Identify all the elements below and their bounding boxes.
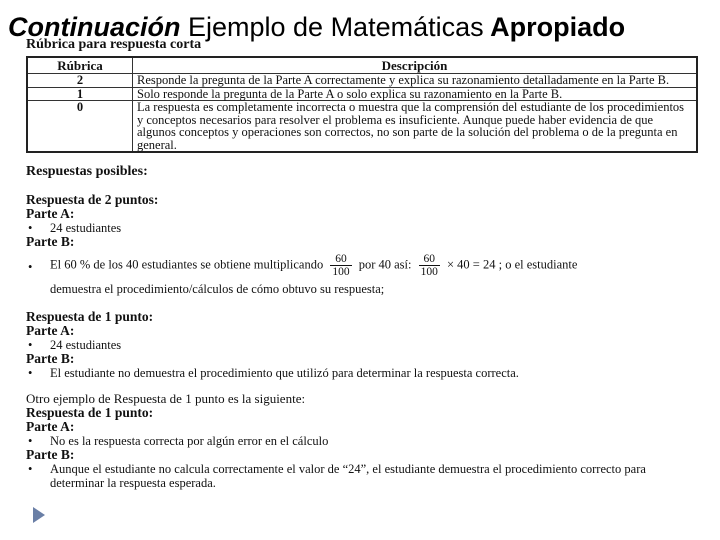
title-main: Ejemplo de Matemáticas xyxy=(180,12,484,42)
list-item-continuation: demuestra el procedimiento/cálculos de cómo obtuvo su respuesta; xyxy=(50,282,385,296)
bullet-icon: • xyxy=(28,462,33,476)
part-b-label: Parte B: xyxy=(26,234,75,249)
rubric-heading: Rúbrica para respuesta corta xyxy=(26,37,202,52)
list-item xyxy=(26,434,698,448)
part-b-label: Parte B: xyxy=(26,447,75,462)
bullet-icon: • xyxy=(28,338,33,352)
answer-text: por 40 así: xyxy=(358,257,412,272)
fraction xyxy=(419,253,440,278)
description-col-header: Descripción xyxy=(133,57,698,74)
rubric-points: 2 xyxy=(27,74,133,88)
bullet-icon: • xyxy=(28,260,33,274)
answer-text: Aunque el estudiante no calcula correctamente el valor de “24”, el estudiante demuestra el procedimiento correcto para determinar la respuesta esperada. xyxy=(50,462,646,490)
two-point-section xyxy=(26,193,698,296)
rubric-description: La respuesta es completamente incorrecta o muestra que la comprensión del estudiante de los procedimientos y conceptos necesarios para resolver el problema es insuficiente. Aunque puede haber evidencia de que algunos conceptos y operaciones son correctos, no son parte de la solución del problema o de la pregunta en general. xyxy=(133,101,698,153)
title-emphasis: Continuación xyxy=(8,12,181,42)
document-body xyxy=(26,38,698,490)
list-item xyxy=(26,462,698,490)
bullet-icon: • xyxy=(28,221,33,235)
bullet-icon: • xyxy=(28,366,33,380)
list-item xyxy=(26,249,698,278)
fraction-denominator: 100 xyxy=(332,266,350,278)
fraction xyxy=(330,253,351,278)
possible-responses xyxy=(26,165,698,490)
rubric-row xyxy=(27,87,697,101)
one-point-heading: Respuesta de 1 punto: xyxy=(26,309,154,324)
fraction-denominator: 100 xyxy=(420,266,438,278)
answer-text: × 40 = 24 ; o el estudiante xyxy=(447,257,578,272)
list-item xyxy=(26,338,698,352)
answer-text: El 60 % de los 40 estudiantes se obtiene multiplicando xyxy=(50,257,324,272)
rubric-header-row xyxy=(27,57,697,74)
list-item xyxy=(26,366,698,380)
two-point-heading: Respuesta de 2 puntos: xyxy=(26,192,159,207)
fraction-numerator: 60 xyxy=(330,253,351,266)
title-tail: Apropiado xyxy=(483,12,626,42)
list-item xyxy=(26,221,698,235)
other-example-section xyxy=(26,392,698,490)
next-slide-arrow-icon[interactable] xyxy=(32,506,46,524)
rubric-description: Responde la pregunta de la Parte A correctamente y explica su razonamiento detalladamente en la Parte B. xyxy=(133,74,698,88)
rubric-table xyxy=(26,56,698,153)
rubric-points: 1 xyxy=(27,87,133,101)
rubric-row xyxy=(27,74,697,88)
part-a-label: Parte A: xyxy=(26,323,75,338)
part-a-label: Parte A: xyxy=(26,419,75,434)
arrow-shape xyxy=(33,507,45,523)
answer-text: 24 estudiantes xyxy=(50,338,122,352)
part-b-label: Parte B: xyxy=(26,351,75,366)
rubric-row xyxy=(27,101,697,153)
rubric-description: Solo responde la pregunta de la Parte A o solo explica su razonamiento en la Parte B. xyxy=(133,87,698,101)
one-point-section xyxy=(26,310,698,380)
responses-heading: Respuestas posibles: xyxy=(26,164,148,179)
answer-text: No es la respuesta correcta por algún error en el cálculo xyxy=(50,434,329,448)
bullet-icon: • xyxy=(28,434,33,448)
answer-text: El estudiante no demuestra el procedimiento que utilizó para determinar la respuesta correcta. xyxy=(50,366,519,380)
other-one-point-heading: Respuesta de 1 punto: xyxy=(26,405,154,420)
other-example-intro: Otro ejemplo de Respuesta de 1 punto es la siguiente: xyxy=(26,391,306,406)
rubric-points: 0 xyxy=(27,101,133,153)
fraction-numerator: 60 xyxy=(419,253,440,266)
part-a-label: Parte A: xyxy=(26,206,75,221)
answer-text: 24 estudiantes xyxy=(50,221,122,235)
rubric-col-header: Rúbrica xyxy=(27,57,133,74)
